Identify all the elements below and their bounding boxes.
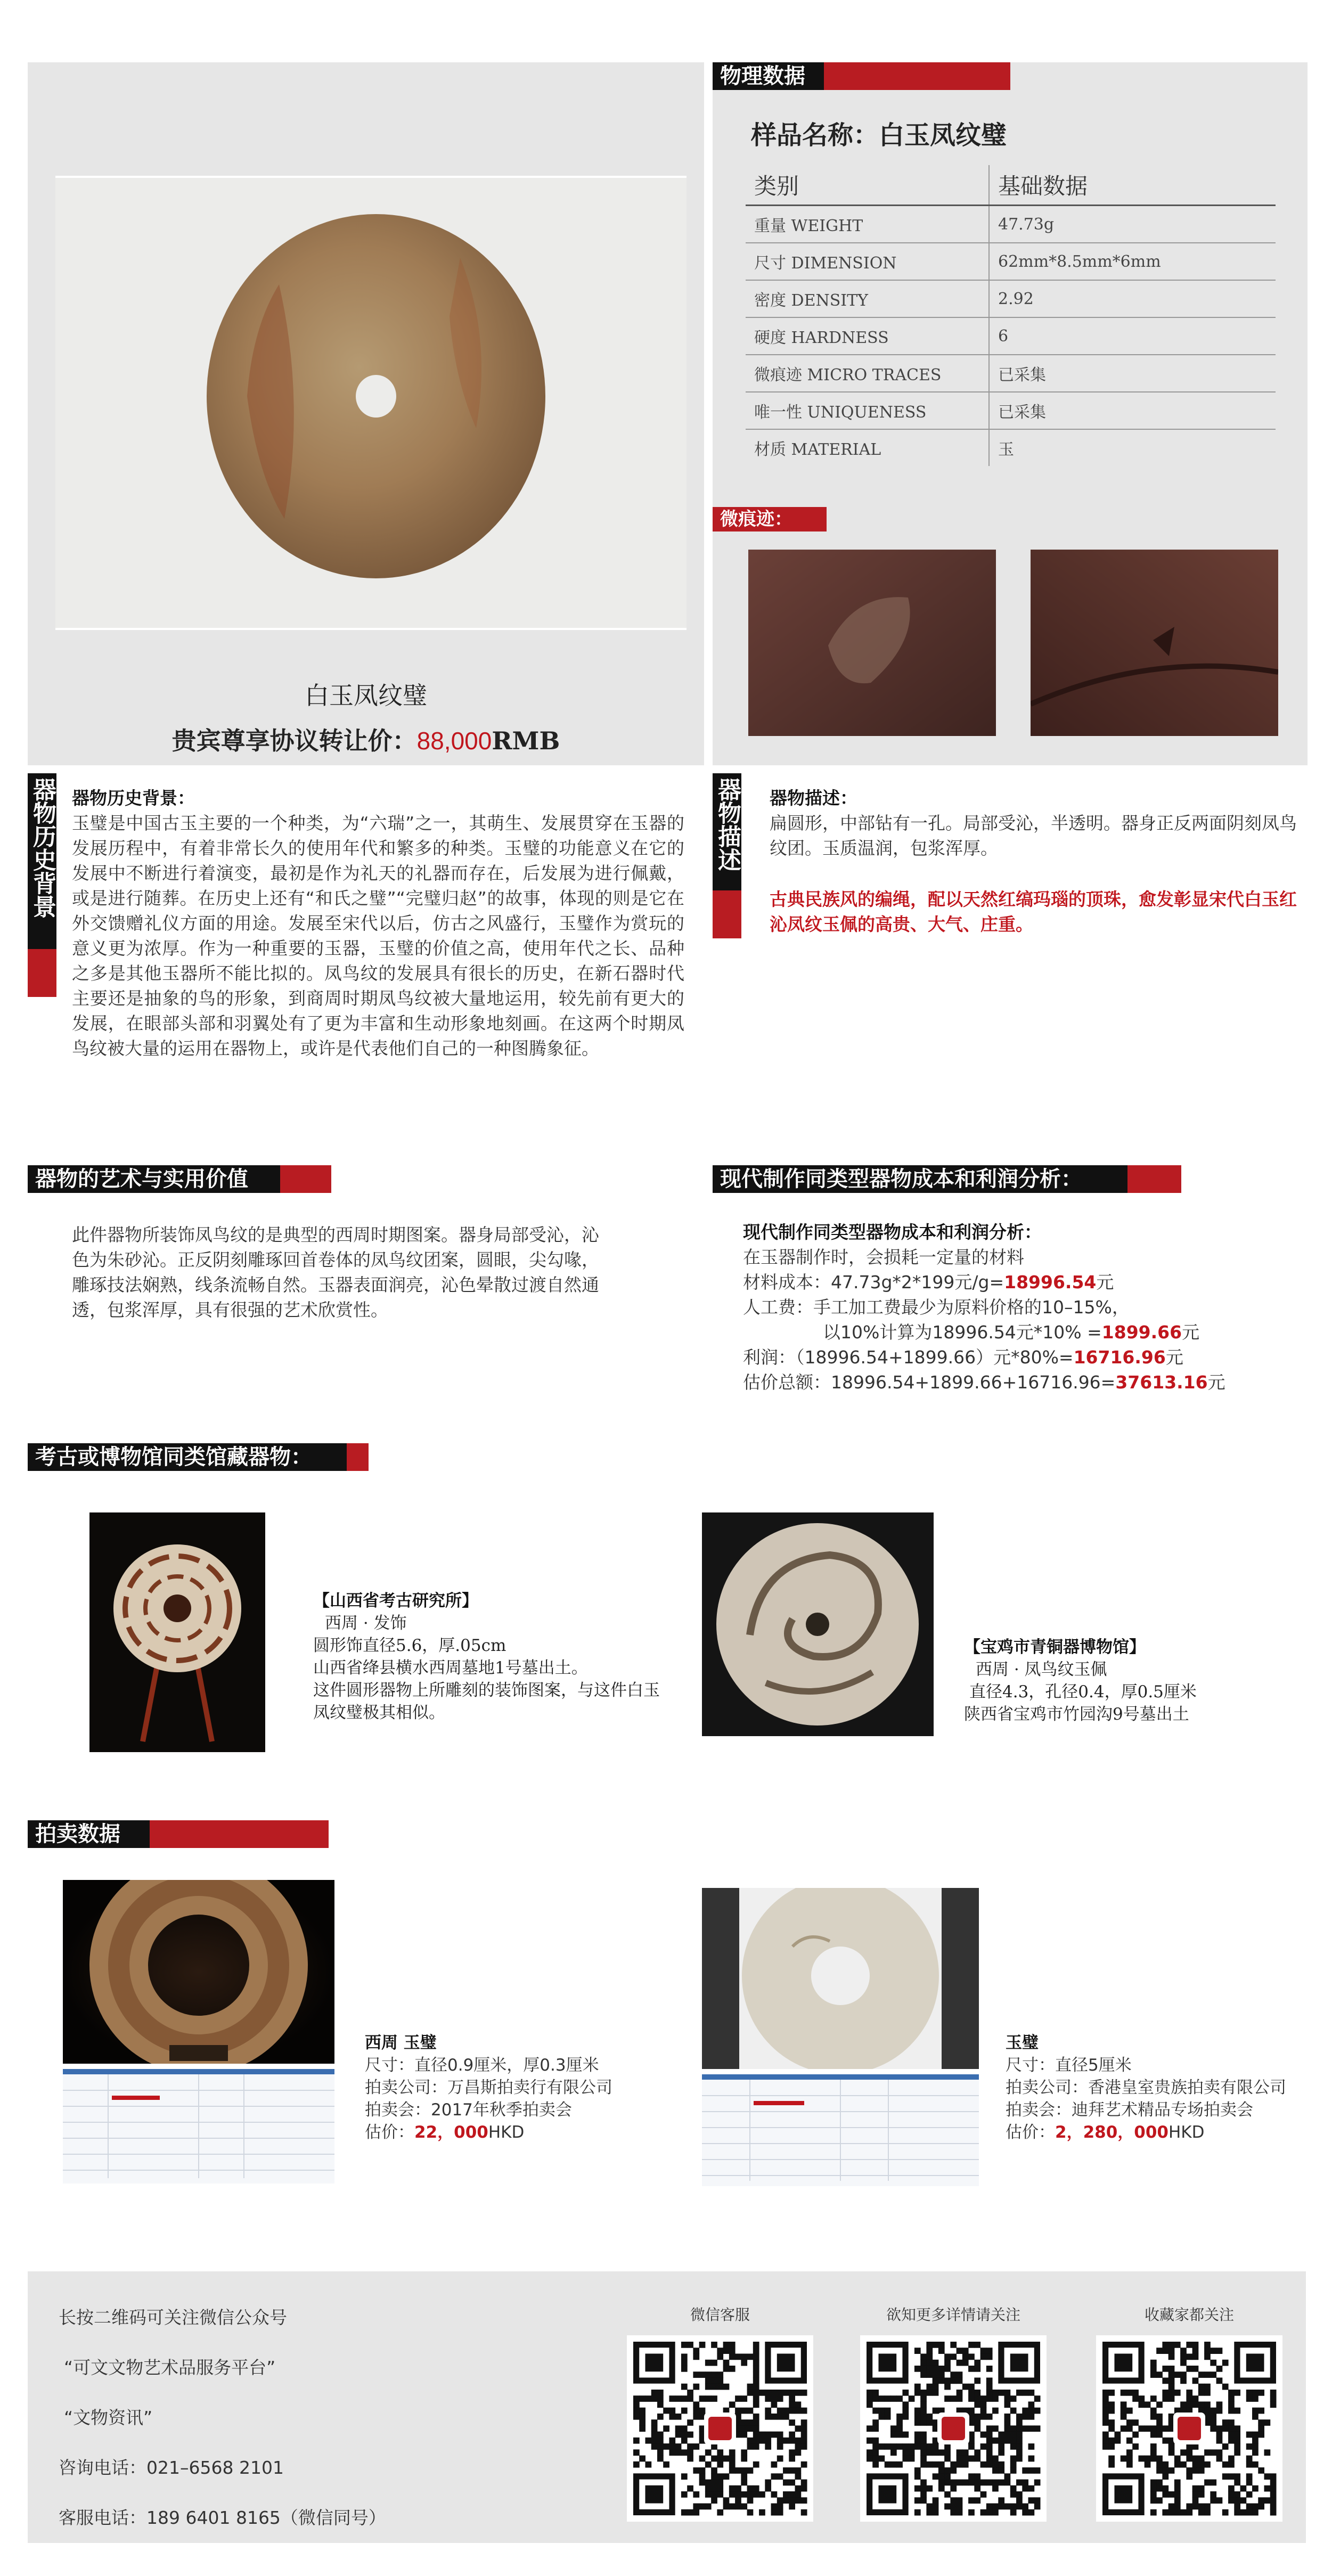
footer-contact xyxy=(59,2293,386,2543)
footer-service-phone: 客服电话：189 6401 8165（微信同号） xyxy=(59,2507,386,2528)
micro-traces-tag: 微痕迹： xyxy=(713,507,827,531)
footer-line-3: “文物资讯” xyxy=(64,2407,153,2428)
auction-1-title: 西周 玉璧 xyxy=(365,2033,437,2052)
auction-2-photo xyxy=(702,1888,979,2069)
history-text: 玉璧是中国古玉主要的一个种类，为“六瑞”之一，其萌生、发展贯穿在玉器的发展历程中，有着非常长久的使用年代和繁多的种类。玉璧的功能意义在它的发展中不断进行着演变，最初是作为礼天的礼器而存在，后发展为进行佩戴，或是进行随葬。在历史上还有“和氏之璧”“完璧归赵”的故事，体现的则是它在外交馈赠礼仪方面的用途。发展至宋代以后，仿古之风盛行，玉璧作为赏玩的意义更为浓厚。作为一种重要的玉器，玉璧的价值之高，使用年代之长、品种之多是其他玉器所不能比拟的。凤鸟纹的发展具有很长的历史，在新石器时代主要还是抽象的鸟的形象，到商周时期凤鸟纹被大量地运用，较先前有更大的发展，在眼部头部和羽翼处有了更为丰富和生动形象地刻画。在这两个时期凤鸟纹被大量的运用在器物上，或许是代表他们自己的一种图腾象征。 xyxy=(72,813,684,1059)
museum-1-org: 【山西省考古研究所】 xyxy=(313,1591,478,1610)
history-title: 器物历史背景： xyxy=(72,788,195,808)
micro-trace-photo-2 xyxy=(1031,550,1278,736)
cost-analysis-block xyxy=(743,1220,1302,1395)
cost-analysis-tag: 现代制作同类型器物成本和利润分析： xyxy=(713,1165,1181,1193)
art-value-tag: 器物的艺术与实用价值 xyxy=(28,1165,331,1193)
cost-title: 现代制作同类型器物成本和利润分析： xyxy=(743,1222,1042,1242)
table-row: 微痕迹 MICRO TRACES 已采集 xyxy=(746,355,1276,392)
museum-photo-1 xyxy=(89,1512,265,1752)
description-red-text: 古典民族风的编绳，配以天然红缟玛瑙的顶珠，愈发彰显宋代白玉红沁凤纹玉佩的高贵、大气、庄重。 xyxy=(770,889,1297,935)
phys-data-tag: 物理数据 xyxy=(713,62,1011,90)
museum-2-info: 【宝鸡市青铜器博物馆】 西周 · 凤鸟纹玉佩 直径4.3，孔径0.4，厚0.5厘米 陕西省宝鸡市竹园沟9号墓出土 xyxy=(964,1636,1310,1725)
auction-2-sheet xyxy=(702,2074,979,2186)
museum-tag: 考古或博物馆同类馆藏器物： xyxy=(28,1443,369,1471)
auction-1-price: 估价：22，000HKD xyxy=(365,2123,525,2142)
cost-line-1: 在玉器制作时，会损耗一定量的材料 xyxy=(743,1247,1024,1267)
table-row: 重量 WEIGHT 47.73g xyxy=(746,206,1276,243)
price-value: 88,000 xyxy=(416,727,492,755)
sample-name: 样品名称：白玉凤纹璧 xyxy=(751,120,1007,150)
history-tag: 器物历史背景 xyxy=(28,773,56,949)
table-head-data: 基础数据 xyxy=(989,165,1276,206)
price-line xyxy=(28,722,704,757)
auction-tag: 拍卖数据 xyxy=(28,1820,329,1848)
qr-3-label: 收藏家都关注 xyxy=(1144,2306,1234,2324)
qr-code-more-details[interactable] xyxy=(860,2335,1047,2522)
art-value-text: 此件器物所装饰凤鸟纹的是典型的西周时期图案。器身局部受沁，沁色为朱砂沁。正反阴刻雕琢回首卷体的凤鸟纹团案，圆眼，尖勾喙，雕琢技法娴熟，线条流畅自然。玉器表面润亮，沁色晕散过渡自然通透，包浆浑厚，具有很强的艺术欣赏性。 xyxy=(72,1224,599,1320)
jade-bi-photo xyxy=(55,176,687,630)
auction-1-sheet xyxy=(63,2069,334,2184)
description-tag: 器物描述 xyxy=(713,773,741,890)
price-unit: RMB xyxy=(492,726,560,755)
table-row: 密度 DENSITY 2.92 xyxy=(746,280,1276,317)
museum-photo-2 xyxy=(702,1512,934,1736)
auction-1-photo xyxy=(63,1880,334,2064)
auction-1-info: 西周 玉璧 尺寸：直径0.9厘米，厚0.3厘米 拍卖公司：万昌斯拍卖行有限公司 拍卖会：2017年秋季拍卖会 估价：22，000HKD xyxy=(365,2032,684,2144)
footer-line-1: 长按二维码可关注微信公众号 xyxy=(59,2307,287,2328)
footer-phone: 咨询电话：021–6568 2101 xyxy=(59,2457,284,2478)
auction-2-price: 估价：2，280，000HKD xyxy=(1006,2123,1205,2142)
price-label: 贵宾尊享协议转让价： xyxy=(171,726,417,755)
item-title: 白玉凤纹璧 xyxy=(305,681,427,710)
auction-2-info: 玉璧 尺寸：直径5厘米 拍卖公司：香港皇室贵族拍卖有限公司 拍卖会：迪拜艺术精品专场拍卖会 估价：2，280，000HKD xyxy=(1006,2032,1325,2144)
table-row: 材质 MATERIAL 玉 xyxy=(746,429,1276,466)
table-row: 唯一性 UNIQUENESS 已采集 xyxy=(746,392,1276,429)
phys-data-table xyxy=(746,165,1276,466)
description-text: 扁圆形，中部钻有一孔。局部受沁，半透明。器身正反两面阴刻凤鸟纹团。玉质温润，包浆浑厚。 xyxy=(770,813,1297,858)
table-head-category: 类别 xyxy=(746,165,989,206)
cost-line-3: 人工费：手工加工费最少为原料价格的10–15%， xyxy=(743,1297,1130,1318)
museum-2-org: 【宝鸡市青铜器博物馆】 xyxy=(964,1638,1146,1657)
museum-1-info: 【山西省考古研究所】 西周 · 发饰 圆形饰直径5.6，厚.05cm 山西省绛县横水西周墓地1号墓出土。 这件圆形器物上所雕刻的装饰图案，与这件白玉凤纹璧极其相似。 xyxy=(313,1590,675,1724)
description-title: 器物描述： xyxy=(770,788,857,808)
cost-line-4: 以10%计算为18996.54元*10% =1899.66元 xyxy=(823,1322,1200,1343)
micro-trace-photo-1 xyxy=(748,550,996,736)
cost-line-6: 估价总额：18996.54+1899.66+16716.96=37613.16元 xyxy=(743,1372,1225,1393)
footer-line-2: “可文文物艺术品服务平台” xyxy=(64,2357,276,2378)
qr-2-label: 欲知更多详情请关注 xyxy=(886,2306,1020,2324)
qr-1-label: 微信客服 xyxy=(690,2306,750,2324)
qr-code-wechat-service[interactable] xyxy=(627,2335,813,2522)
qr-code-collectors[interactable] xyxy=(1096,2335,1282,2522)
auction-2-title: 玉璧 xyxy=(1006,2033,1039,2052)
cost-line-5: 利润：（18996.54+1899.66）元*80%=16716.96元 xyxy=(743,1347,1183,1368)
table-row: 硬度 HARDNESS 6 xyxy=(746,317,1276,355)
cost-line-2: 材料成本：47.73g*2*199元/g=18996.54元 xyxy=(743,1272,1114,1293)
table-row: 尺寸 DIMENSION 62mm*8.5mm*6mm xyxy=(746,243,1276,280)
